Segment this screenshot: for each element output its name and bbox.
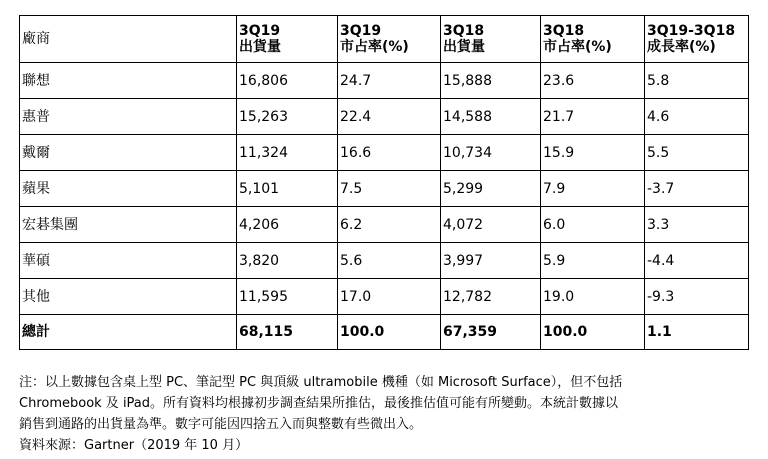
cell-vendor: 其他 — [20, 279, 237, 315]
header-cell-3q18-share: 3Q18 市占率(%) — [541, 16, 645, 63]
cell-vendor: 聯想 — [20, 63, 237, 99]
cell-growth: 5.8 — [645, 63, 749, 99]
header-cell-3q19-share: 3Q19 市占率(%) — [338, 16, 441, 63]
cell-share-3q19: 5.6 — [338, 243, 441, 279]
table-body — [20, 16, 749, 350]
cell-ship-3q19: 11,324 — [237, 135, 338, 171]
header-row — [20, 16, 749, 63]
header-cell-growth: 3Q19-3Q18 成長率(%) — [645, 16, 749, 63]
cell-share-3q19: 22.4 — [338, 99, 441, 135]
pc-shipment-table — [19, 15, 749, 350]
cell-share-3q18: 23.6 — [541, 63, 645, 99]
cell-ship-3q18: 10,734 — [441, 135, 541, 171]
table-row — [20, 63, 749, 99]
footnotes — [19, 372, 754, 456]
cell-share-3q19: 17.0 — [338, 279, 441, 315]
header-cell-3q19-shipments: 3Q19 出貨量 — [237, 16, 338, 63]
cell-ship-3q19: 5,101 — [237, 171, 338, 207]
table-row — [20, 99, 749, 135]
cell-vendor: 華碩 — [20, 243, 237, 279]
cell-total-share-3q18: 100.0 — [541, 315, 645, 350]
cell-growth: 5.5 — [645, 135, 749, 171]
cell-ship-3q19: 4,206 — [237, 207, 338, 243]
cell-share-3q18: 21.7 — [541, 99, 645, 135]
cell-vendor: 蘋果 — [20, 171, 237, 207]
cell-total-label: 總計 — [20, 315, 237, 350]
cell-share-3q18: 19.0 — [541, 279, 645, 315]
cell-total-ship-3q18: 67,359 — [441, 315, 541, 350]
cell-growth: 4.6 — [645, 99, 749, 135]
header-cell-vendor: 廠商 — [20, 16, 237, 63]
cell-growth: 3.3 — [645, 207, 749, 243]
cell-ship-3q18: 5,299 — [441, 171, 541, 207]
table-row — [20, 135, 749, 171]
total-row — [20, 315, 749, 350]
cell-ship-3q18: 12,782 — [441, 279, 541, 315]
cell-ship-3q19: 11,595 — [237, 279, 338, 315]
cell-share-3q19: 24.7 — [338, 63, 441, 99]
cell-ship-3q19: 15,263 — [237, 99, 338, 135]
note-line-1: 注：以上數據包含桌上型 PC、筆記型 PC 與頂級 ultramobile 機種（如 Microsoft Surface），但不包括 — [19, 375, 623, 390]
table-row — [20, 207, 749, 243]
cell-ship-3q18: 3,997 — [441, 243, 541, 279]
cell-ship-3q18: 4,072 — [441, 207, 541, 243]
note-line-2: Chromebook 及 iPad。所有資料均根據初步調查結果所推估，最後推估值可能有所變動。本統計數據以 — [19, 396, 619, 411]
source-line: 資料來源：Gartner（2019 年 10 月） — [19, 438, 249, 453]
cell-ship-3q18: 14,588 — [441, 99, 541, 135]
cell-total-share-3q19: 100.0 — [338, 315, 441, 350]
cell-share-3q18: 5.9 — [541, 243, 645, 279]
note-line-3: 銷售到通路的出貨量為準。數字可能因四捨五入而與整數有些微出入。 — [19, 417, 423, 432]
cell-share-3q19: 6.2 — [338, 207, 441, 243]
cell-ship-3q19: 3,820 — [237, 243, 338, 279]
table-row — [20, 243, 749, 279]
cell-growth: -9.3 — [645, 279, 749, 315]
cell-share-3q19: 7.5 — [338, 171, 441, 207]
cell-vendor: 惠普 — [20, 99, 237, 135]
table-row — [20, 279, 749, 315]
cell-total-growth: 1.1 — [645, 315, 749, 350]
cell-share-3q18: 15.9 — [541, 135, 645, 171]
shipment-table-container — [19, 15, 748, 350]
cell-share-3q18: 6.0 — [541, 207, 645, 243]
cell-vendor: 戴爾 — [20, 135, 237, 171]
header-cell-3q18-shipments: 3Q18 出貨量 — [441, 16, 541, 63]
cell-growth: -4.4 — [645, 243, 749, 279]
cell-ship-3q18: 15,888 — [441, 63, 541, 99]
cell-growth: -3.7 — [645, 171, 749, 207]
cell-vendor: 宏碁集團 — [20, 207, 237, 243]
cell-total-ship-3q19: 68,115 — [237, 315, 338, 350]
cell-share-3q19: 16.6 — [338, 135, 441, 171]
table-row — [20, 171, 749, 207]
cell-ship-3q19: 16,806 — [237, 63, 338, 99]
cell-share-3q18: 7.9 — [541, 171, 645, 207]
